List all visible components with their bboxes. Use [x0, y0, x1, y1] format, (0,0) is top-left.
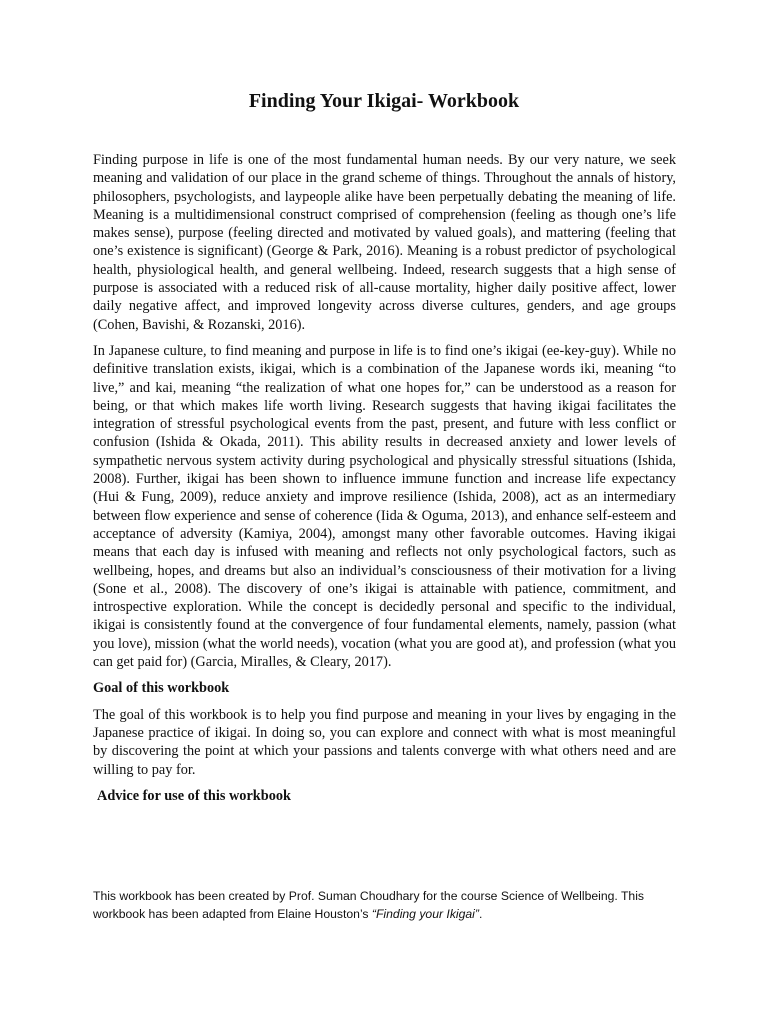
- goal-heading: Goal of this workbook: [93, 680, 230, 697]
- goal-paragraph: The goal of this workbook is to help you find purpose and meaning in your lives by engaging in the Japanese practice of ikigai. In doing so, you can explore and connect with what is most meaningful by discovering the point at which your passions and talents converge with what others need and are willing to pay for.: [93, 706, 676, 778]
- document-body: [93, 151, 676, 813]
- document-title: Finding Your Ikigai- Workbook: [248, 90, 520, 112]
- attribution-end: .: [478, 907, 483, 921]
- attribution-text: This workbook has been created by Prof. Suman Choudhary for the course Science of Wellbeing. This workbook has been adapted from Elaine Houston’s: [93, 889, 644, 921]
- ikigai-paragraph: In Japanese culture, to find meaning and purpose in life is to find one’s ikigai (ee-key-guy). While no definitive translation exists, ikigai, which is a combination of the Japanese words iki, meaning “to live,” and kai, meaning “the realization of what one hopes for,” can be understood as a reason for being, or that which makes life worth living. Research suggests that having ikigai facilitates the integration of stressful psychological events from the past, present, and future with less conflict or confusion (Ishida & Okada, 2011). This ability results in decreased anxiety and lower levels of sympathetic nervous system activity during psychological and physically stressful situations (Ishida, 2008). Further, ikigai has been shown to influence immune function and increase life expectancy (Hui & Fung, 2009), reduce anxiety and improve resilience (Ishida, 2008), act as an intermediary between flow experience and sense of coherence (Iida & Oguma, 2013), and enhance self-esteem and acceptance of adversity (Kamiya, 2004), amongst many other favorable outcomes. Having ikigai means that each day is infused with meaning and reflects not only psychological factors, such as wellbeing, hopes, and dreams but also an individual’s consciousness of their motivation for a living (Sone et al., 2008). The discovery of one’s ikigai is attainable with patience, commitment, and introspective exploration. While the concept is decidedly personal and specific to the individual, ikigai is consistently found at the convergence of four fundamental elements, namely, passion (what you love), mission (what the world needs), vocation (what you are good at), and profession (what you can get paid for) (Garcia, Miralles, & Cleary, 2017).: [93, 342, 676, 671]
- attribution-note: [93, 887, 693, 923]
- attribution-source-title: “Finding your Ikigai”: [371, 907, 479, 921]
- advice-heading: Advice for use of this workbook: [97, 787, 291, 804]
- intro-paragraph: Finding purpose in life is one of the most fundamental human needs. By our very nature, we seek meaning and validation of our place in the grand scheme of things. Throughout the annals of history, philosophers, psychologists, and laypeople alike have been perpetually debating the meaning of life. Meaning is a multidimensional construct comprised of comprehension (feeling as though one’s life makes sense), purpose (feeling directed and motivated by valued goals), and mattering (feeling that one’s existence is significant) (George & Park, 2016). Meaning is a robust predictor of psychological health, physiological health, and general wellbeing. Indeed, research suggests that a high sense of purpose is associated with a reduced risk of all-cause mortality, higher daily positive affect, lower daily negative affect, and improved longevity across diverse cultures, genders, and age groups (Cohen, Bavishi, & Rozanski, 2016).: [93, 152, 676, 333]
